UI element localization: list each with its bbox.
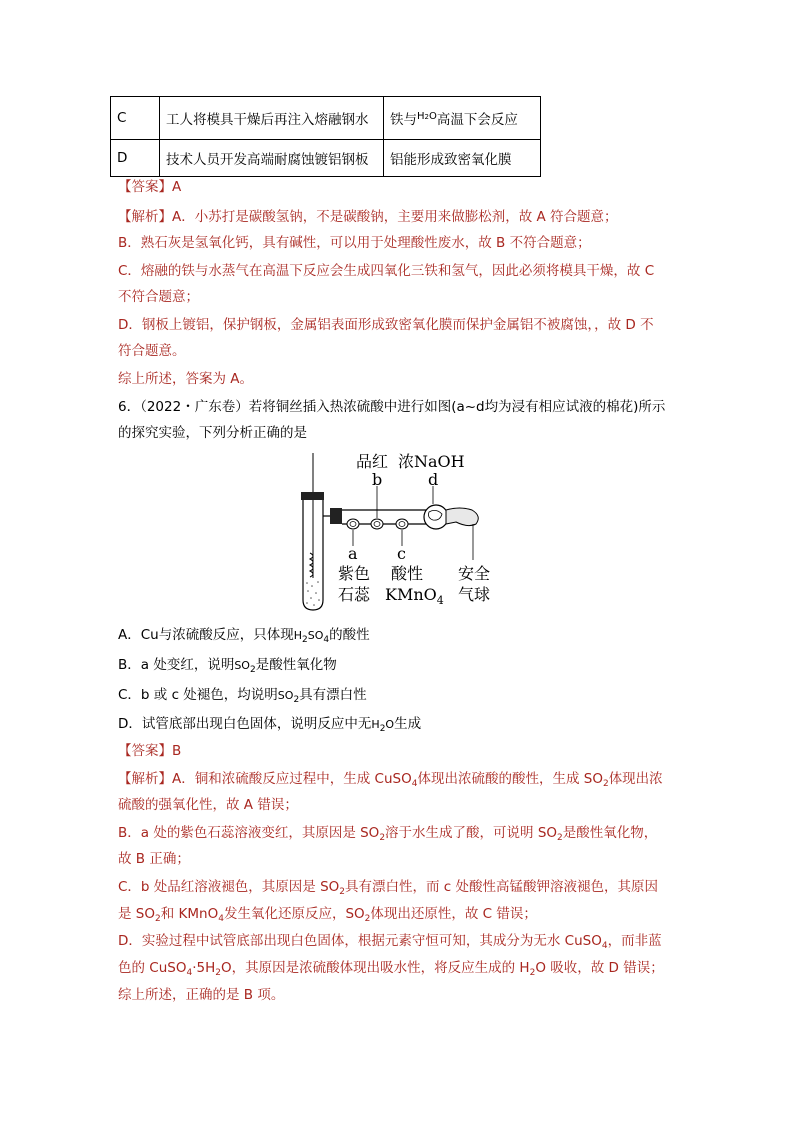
table-row bbox=[111, 97, 541, 140]
t: 是 SO bbox=[118, 906, 155, 922]
q6-analysis-line: 硫酸的强氧化性，故 A 错误； bbox=[118, 797, 298, 813]
formula-so2 bbox=[234, 659, 256, 675]
formula-part: SO bbox=[234, 659, 250, 672]
label-d: d bbox=[428, 470, 439, 489]
formula-so2 bbox=[277, 689, 300, 705]
q5-analysis-line: D．钢板上镀铝，保护钢板，金属铝表面形成致密氧化膜而保护金属铝不被腐蚀，，故 D 不 bbox=[118, 317, 654, 333]
formula-part: H bbox=[371, 718, 380, 731]
option-a bbox=[118, 625, 370, 646]
t: 体现出浓硫酸的酸性，生成 SO bbox=[417, 771, 603, 787]
formula-h2o bbox=[371, 718, 395, 734]
formula-h-letter: H bbox=[417, 111, 425, 122]
action-cell: 技术人员开发高端耐腐蚀镀铝钢板 bbox=[160, 140, 384, 177]
cotton-b bbox=[371, 519, 383, 529]
q5-analysis-line: B．熟石灰是氢氧化钙，具有碱性，可以用于处理酸性废水，故 B 不符合题意； bbox=[118, 235, 591, 251]
formula-part: O bbox=[385, 718, 395, 731]
acid-liquid bbox=[306, 581, 320, 606]
label-shirui: 石蕊 bbox=[338, 585, 371, 604]
option-d-text: D．试管底部出现白色固体，说明反应中无 bbox=[118, 716, 372, 732]
q5-analysis-line: 【解析】A．小苏打是碳酸氢钠，不是碳酸钠，主要用来做膨松剂，故 A 符合题意； bbox=[118, 209, 618, 225]
s: 2 bbox=[215, 968, 221, 978]
option-b-text: B．a 处变红，说明 bbox=[118, 657, 235, 673]
formula-h bbox=[417, 111, 437, 127]
label-b: b bbox=[372, 470, 383, 489]
s: 2 bbox=[339, 887, 346, 897]
knowledge-text-post: 高温下会反应 bbox=[436, 112, 518, 128]
option-c-post: 具有漂白性 bbox=[299, 687, 367, 703]
label-kmno4: KMnO$_4$ bbox=[385, 585, 444, 607]
q6-conclusion: 综上所述，正确的是 B 项。 bbox=[118, 987, 285, 1003]
test-tube-stopper bbox=[301, 492, 324, 500]
label-suanxing: 酸性 bbox=[391, 564, 424, 583]
formula-sub: 2 bbox=[379, 724, 386, 734]
s: 4 bbox=[186, 968, 193, 978]
action-cell: 工人将模具干燥后再注入熔融钢水 bbox=[160, 97, 384, 140]
s: 2 bbox=[364, 914, 371, 924]
s: 4 bbox=[218, 914, 224, 924]
q6-analysis-line bbox=[118, 823, 657, 843]
t: 溶于水生成了酸，可说明 SO bbox=[385, 825, 558, 841]
t: ，而非蓝 bbox=[607, 933, 662, 949]
safety-balloon bbox=[446, 508, 478, 526]
q6-analysis-line bbox=[118, 958, 664, 978]
q5-answer: 【答案】A bbox=[118, 179, 182, 195]
option-a-post: 的酸性 bbox=[329, 627, 370, 643]
t: 发生氧化还原反应，SO bbox=[223, 906, 365, 922]
option-b bbox=[118, 655, 337, 676]
t: 具有漂白性，而 c 处酸性高锰酸钾溶液褪色，其原因 bbox=[345, 879, 659, 895]
t: O 吸收，故 D 错误； bbox=[535, 960, 664, 976]
option-d-post: 生成 bbox=[394, 716, 422, 732]
q6-analysis-line bbox=[118, 931, 662, 951]
q6-stem: 6．（2022・广东卷）若将铜丝插入热浓硫酸中进行如图(a~d均为浸有相应试液的棉花)所示 bbox=[118, 399, 666, 415]
label-naoh: 浓NaOH bbox=[398, 452, 465, 471]
q6-analysis-line bbox=[118, 877, 658, 897]
s: 2 bbox=[557, 833, 563, 843]
formula-sub: 2 bbox=[293, 695, 300, 705]
label-pinhong: 品红 bbox=[356, 452, 389, 471]
label-c: c bbox=[397, 544, 406, 563]
option-c-text: C．b 或 c 处褪色，均说明 bbox=[118, 687, 278, 703]
t: ·5H bbox=[192, 960, 216, 976]
t: O，其原因是浓硫酸体现出吸水性，将反应生成的 H bbox=[221, 960, 530, 976]
formula-sub: 2 bbox=[424, 113, 429, 121]
options-table bbox=[110, 96, 541, 177]
t: 色的 CuSO bbox=[118, 960, 187, 976]
label-anquan: 安全 bbox=[458, 564, 491, 583]
q6-stem-cont: 的探究实验，下列分析正确的是 bbox=[118, 425, 307, 441]
q6-analysis-line bbox=[118, 904, 537, 924]
s: 2 bbox=[155, 914, 161, 924]
t: 体现出浓 bbox=[608, 771, 663, 787]
q5-analysis-line: 不符合题意； bbox=[118, 289, 199, 305]
cotton-d-bulb bbox=[424, 505, 448, 529]
option-cell: D bbox=[111, 140, 160, 177]
option-c bbox=[118, 685, 367, 706]
label-a: a bbox=[348, 544, 358, 563]
formula-sub: 4 bbox=[323, 635, 330, 645]
t: D．实验过程中试管底部出现白色固体，根据元素守恒可知，其成分为无水 CuSO bbox=[118, 933, 602, 949]
s: 2 bbox=[529, 968, 536, 978]
cotton-a bbox=[347, 519, 359, 529]
t: C．b 处品红溶液褪色，其原因是 SO bbox=[118, 879, 340, 895]
formula-part: SO bbox=[277, 689, 294, 702]
option-b-post: 是酸性氧化物 bbox=[255, 657, 337, 673]
q5-analysis-line: 符合题意。 bbox=[118, 343, 186, 359]
formula-sub: 2 bbox=[249, 665, 256, 675]
table-row bbox=[111, 140, 541, 177]
option-cell: C bbox=[111, 97, 160, 140]
t: 和 KMnO bbox=[160, 906, 219, 922]
formula-h2so4 bbox=[293, 629, 330, 645]
q5-analysis-line: C．熔融的铁与水蒸气在高温下反应会生成四氧化三铁和氢气，因此必须将模具干燥，故 C bbox=[118, 263, 655, 279]
t: 体现出还原性，故 C 错误； bbox=[370, 906, 537, 922]
knowledge-cell: 铝能形成致密氧化膜 bbox=[384, 140, 541, 177]
experiment-apparatus-figure bbox=[290, 448, 510, 618]
s: 2 bbox=[602, 779, 609, 789]
q6-analysis-line: 故 B 正确； bbox=[118, 851, 190, 867]
formula-sub: 2 bbox=[302, 635, 308, 645]
knowledge-text: 铁与 bbox=[390, 112, 417, 128]
t: 是酸性氧化物， bbox=[562, 825, 658, 841]
s: 2 bbox=[379, 833, 386, 843]
label-zise: 紫色 bbox=[338, 564, 371, 583]
q5-conclusion: 综上所述，答案为 A。 bbox=[118, 371, 254, 387]
side-stopper bbox=[330, 508, 342, 524]
label-qiqiu: 气球 bbox=[458, 585, 491, 604]
s: 4 bbox=[601, 941, 608, 951]
s: 4 bbox=[411, 779, 418, 789]
t: B．a 处的紫色石蕊溶液变红，其原因是 SO bbox=[118, 825, 380, 841]
q6-answer: 【答案】B bbox=[118, 743, 182, 759]
option-a-text: A．Cu与浓硫酸反应，只体现 bbox=[118, 627, 294, 643]
formula-part: H bbox=[293, 629, 302, 642]
q6-analysis-line bbox=[118, 769, 663, 789]
knowledge-cell bbox=[384, 97, 541, 140]
formula-o: O bbox=[429, 111, 437, 122]
formula-part: SO bbox=[307, 629, 324, 642]
t: 【解析】A．铜和浓硫酸反应过程中，生成 CuSO bbox=[118, 771, 412, 787]
cotton-c bbox=[396, 519, 408, 529]
option-d bbox=[118, 714, 421, 735]
